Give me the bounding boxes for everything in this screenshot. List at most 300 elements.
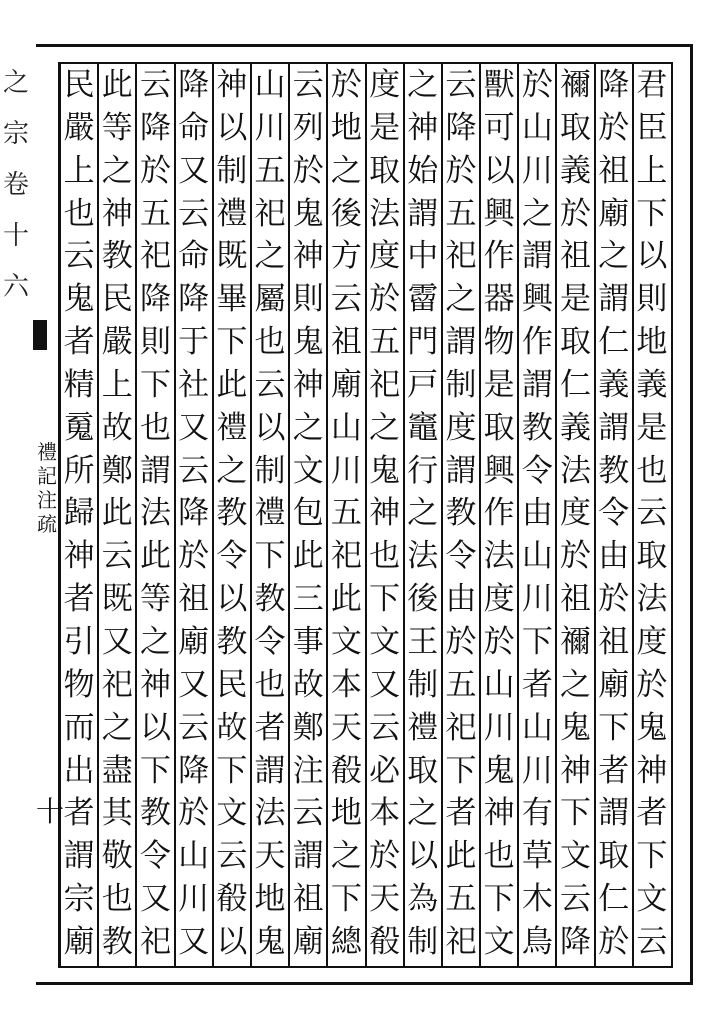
glyph: 五: [445, 881, 477, 918]
glyph: 之: [369, 409, 401, 446]
text-column: [213, 67, 251, 960]
glyph: 仁: [598, 324, 630, 361]
text-column: [518, 67, 556, 960]
glyph: 謂: [598, 795, 630, 832]
glyph: 也: [63, 195, 95, 232]
glyph: 廟: [330, 366, 362, 403]
glyph: 下: [216, 752, 248, 789]
glyph: 祀: [254, 195, 286, 232]
margin-glyph: 疏: [37, 512, 57, 536]
glyph: 故: [292, 666, 324, 703]
glyph: 神: [216, 67, 248, 103]
glyph: 謂: [445, 324, 477, 361]
glyph: 祖: [292, 881, 324, 918]
glyph: 下: [521, 623, 553, 660]
glyph: 法: [483, 538, 515, 575]
glyph: 下: [636, 195, 668, 232]
inner-bottom-border: [58, 966, 673, 968]
glyph: 祖: [560, 581, 592, 618]
glyph: 下: [483, 881, 515, 918]
glyph: 故: [101, 409, 133, 446]
glyph: 鄭: [292, 709, 324, 746]
glyph: 義: [560, 409, 592, 446]
glyph: 以: [216, 109, 248, 146]
glyph: 等: [139, 581, 171, 618]
glyph: 者: [63, 581, 95, 618]
glyph: 之: [598, 238, 630, 275]
glyph: 謂: [445, 452, 477, 489]
glyph: 殽: [369, 923, 401, 960]
glyph: 草: [521, 838, 553, 875]
glyph: 五: [445, 195, 477, 232]
glyph: 於: [369, 281, 401, 318]
glyph: 制: [407, 666, 439, 703]
glyph: 是: [369, 109, 401, 146]
glyph: 也: [369, 538, 401, 575]
glyph: 之: [101, 709, 133, 746]
glyph: 也: [139, 409, 171, 446]
glyph: 之: [521, 195, 553, 232]
glyph: 山: [521, 109, 553, 146]
glyph: 之: [139, 623, 171, 660]
glyph: 祀: [139, 238, 171, 275]
glyph: 鬼: [369, 452, 401, 489]
glyph: 以: [483, 152, 515, 189]
fish-tail-mark: [33, 320, 47, 350]
glyph: 於: [521, 67, 553, 103]
folio-number: 十: [36, 795, 65, 828]
glyph: 制: [216, 152, 248, 189]
text-column: [175, 67, 213, 960]
text-column: [136, 67, 174, 960]
glyph: 於: [330, 67, 362, 103]
glyph: 地: [254, 881, 286, 918]
glyph: 令: [254, 623, 286, 660]
glyph: 法: [560, 452, 592, 489]
glyph: 屬: [254, 281, 286, 318]
glyph: 竈: [407, 409, 439, 446]
glyph: 禮: [254, 495, 286, 532]
glyph: 川: [254, 109, 286, 146]
glyph: 地: [330, 109, 362, 146]
glyph: 制: [254, 452, 286, 489]
glyph: 五: [445, 666, 477, 703]
glyph: 則: [636, 281, 668, 318]
glyph: 降: [139, 109, 171, 146]
glyph: 下: [216, 324, 248, 361]
glyph: 於: [178, 538, 210, 575]
glyph: 精: [63, 366, 95, 403]
glyph: 興: [521, 281, 553, 318]
glyph: 於: [636, 666, 668, 703]
glyph: 降: [560, 923, 592, 960]
glyph: 既: [216, 238, 248, 275]
glyph: 以: [139, 709, 171, 746]
text-column: [480, 67, 518, 960]
glyph: 以: [216, 581, 248, 618]
glyph: 嚴: [101, 324, 133, 361]
glyph: 而: [63, 709, 95, 746]
glyph: 降: [178, 495, 210, 532]
glyph: 殽: [330, 752, 362, 789]
glyph: 也: [636, 452, 668, 489]
glyph: 教: [445, 495, 477, 532]
glyph: 謂: [521, 366, 553, 403]
glyph: 木: [521, 881, 553, 918]
glyph: 方: [330, 238, 362, 275]
glyph: 者: [254, 709, 286, 746]
glyph: 禰: [560, 67, 592, 103]
glyph: 可: [483, 109, 515, 146]
glyph: 鬼: [254, 923, 286, 960]
glyph: 於: [560, 195, 592, 232]
glyph: 三: [292, 581, 324, 618]
glyph: 之: [101, 152, 133, 189]
glyph: 降: [598, 67, 630, 103]
glyph: 法: [636, 581, 668, 618]
glyph: 云: [101, 538, 133, 575]
glyph: 山: [521, 709, 553, 746]
glyph: 獸: [483, 67, 515, 103]
glyph: 山: [178, 838, 210, 875]
glyph: 則: [292, 281, 324, 318]
glyph: 器: [483, 281, 515, 318]
glyph: 者: [63, 795, 95, 832]
glyph: 云: [139, 67, 171, 103]
glyph: 於: [139, 152, 171, 189]
glyph: 禮: [216, 195, 248, 232]
glyph: 之: [216, 452, 248, 489]
glyph: 云: [254, 366, 286, 403]
glyph: 云: [369, 709, 401, 746]
glyph: 云: [292, 67, 324, 103]
glyph: 度: [636, 623, 668, 660]
glyph: 文: [292, 452, 324, 489]
glyph: 神: [63, 538, 95, 575]
glyph: 云: [445, 67, 477, 103]
glyph: 神: [560, 752, 592, 789]
glyph: 鬼: [292, 324, 324, 361]
glyph: 歸: [63, 495, 95, 532]
glyph: 廟: [292, 923, 324, 960]
glyph: 則: [139, 324, 171, 361]
glyph: 下: [330, 881, 362, 918]
glyph: 畢: [216, 281, 248, 318]
glyph: 鬼: [483, 752, 515, 789]
glyph: 云: [63, 238, 95, 275]
glyph: 作: [521, 324, 553, 361]
glyph: 物: [483, 324, 515, 361]
glyph: 於: [445, 152, 477, 189]
glyph: 之: [407, 495, 439, 532]
glyph: 教: [216, 623, 248, 660]
glyph: 度: [369, 238, 401, 275]
text-column: [442, 67, 480, 960]
glyph: 䰟: [63, 409, 95, 446]
glyph: 行: [407, 452, 439, 489]
glyph: 川: [178, 881, 210, 918]
glyph: 取: [598, 838, 630, 875]
glyph: 教: [101, 923, 133, 960]
glyph: 川: [483, 709, 515, 746]
glyph: 由: [521, 495, 553, 532]
glyph: 神: [292, 238, 324, 275]
edge-glyph: 十: [2, 221, 29, 251]
glyph: 法: [139, 495, 171, 532]
text-column: [251, 67, 289, 960]
glyph: 云: [560, 881, 592, 918]
glyph: 又: [369, 666, 401, 703]
glyph: 是: [636, 409, 668, 446]
glyph: 云: [330, 281, 362, 318]
glyph: 是: [483, 366, 515, 403]
glyph: 五: [139, 195, 171, 232]
glyph: 取: [560, 109, 592, 146]
glyph: 神: [139, 666, 171, 703]
glyph: 者: [521, 666, 553, 703]
glyph: 上: [101, 366, 133, 403]
glyph: 必: [369, 752, 401, 789]
glyph: 地: [636, 324, 668, 361]
glyph: 義: [598, 366, 630, 403]
glyph: 謂: [521, 238, 553, 275]
glyph: 云: [178, 452, 210, 489]
glyph: 祖: [598, 152, 630, 189]
glyph: 以: [407, 838, 439, 875]
glyph: 下: [369, 581, 401, 618]
glyph: 君: [636, 67, 668, 103]
glyph: 教: [254, 581, 286, 618]
glyph: 戸: [407, 366, 439, 403]
glyph: 又: [178, 923, 210, 960]
glyph: 鬼: [63, 281, 95, 318]
glyph: 下: [636, 838, 668, 875]
text-column: [366, 67, 404, 960]
glyph: 後: [407, 581, 439, 618]
edge-glyph: 卷: [2, 170, 29, 200]
glyph: 謂: [407, 195, 439, 232]
glyph: 下: [560, 795, 592, 832]
glyph: 命: [178, 109, 210, 146]
glyph: 祀: [445, 238, 477, 275]
glyph: 令: [521, 452, 553, 489]
glyph: 興: [483, 195, 515, 232]
glyph: 謂: [292, 838, 324, 875]
glyph: 制: [445, 366, 477, 403]
glyph: 也: [254, 666, 286, 703]
text-column: [289, 67, 327, 960]
glyph: 祖: [560, 238, 592, 275]
glyph: 祖: [330, 324, 362, 361]
glyph: 祀: [445, 709, 477, 746]
glyph: 禮: [216, 409, 248, 446]
edge-glyph: 之: [2, 68, 29, 98]
glyph: 於: [369, 838, 401, 875]
glyph: 山: [254, 67, 286, 103]
glyph: 上: [63, 152, 95, 189]
glyph: 降: [139, 281, 171, 318]
glyph: 度: [483, 581, 515, 618]
glyph: 又: [178, 666, 210, 703]
glyph: 天: [254, 838, 286, 875]
glyph: 法: [369, 195, 401, 232]
glyph: 又: [139, 881, 171, 918]
glyph: 者: [445, 795, 477, 832]
glyph: 作: [483, 495, 515, 532]
glyph: 山: [521, 538, 553, 575]
glyph: 云: [178, 709, 210, 746]
edge-glyph: 六: [2, 272, 29, 302]
glyph: 於: [445, 623, 477, 660]
glyph: 本: [369, 795, 401, 832]
glyph: 於: [598, 581, 630, 618]
glyph: 此: [330, 581, 362, 618]
glyph: 下: [139, 366, 171, 403]
glyph: 其: [101, 795, 133, 832]
glyph: 列: [292, 109, 324, 146]
glyph: 祖: [178, 581, 210, 618]
glyph: 之: [407, 67, 439, 103]
glyph: 鬼: [636, 709, 668, 746]
glyph: 此: [445, 838, 477, 875]
glyph: 教: [216, 495, 248, 532]
glyph: 此: [216, 366, 248, 403]
glyph: 又: [178, 409, 210, 446]
glyph: 引: [63, 623, 95, 660]
glyph: 此: [101, 67, 133, 103]
glyph: 山: [330, 409, 362, 446]
glyph: 於: [560, 538, 592, 575]
glyph: 義: [560, 152, 592, 189]
glyph: 於: [598, 109, 630, 146]
glyph: 制: [407, 923, 439, 960]
glyph: 祀: [445, 923, 477, 960]
glyph: 既: [101, 581, 133, 618]
glyph: 禮: [407, 709, 439, 746]
glyph: 以: [636, 238, 668, 275]
glyph: 故: [216, 709, 248, 746]
glyph: 文: [330, 623, 362, 660]
glyph: 民: [63, 67, 95, 103]
glyph: 始: [407, 152, 439, 189]
glyph: 教: [521, 409, 553, 446]
glyph: 下: [445, 752, 477, 789]
glyph: 以: [216, 923, 248, 960]
glyph: 民: [101, 281, 133, 318]
glyph: 等: [101, 109, 133, 146]
glyph: 云: [636, 923, 668, 960]
glyph: 之: [330, 152, 362, 189]
glyph: 者: [636, 795, 668, 832]
text-column: [404, 67, 442, 960]
glyph: 總: [330, 923, 362, 960]
glyph: 臣: [636, 109, 668, 146]
glyph: 廟: [598, 195, 630, 232]
glyph: 上: [636, 152, 668, 189]
glyph: 霤: [407, 281, 439, 318]
glyph: 者: [598, 752, 630, 789]
margin-glyph: 注: [37, 488, 57, 512]
glyph: 謂: [598, 281, 630, 318]
glyph: 之: [445, 281, 477, 318]
glyph: 之: [254, 238, 286, 275]
glyph: 也: [483, 838, 515, 875]
glyph: 降: [178, 67, 210, 103]
glyph: 祖: [598, 623, 630, 660]
glyph: 川: [521, 752, 553, 789]
glyph: 川: [521, 152, 553, 189]
glyph: 令: [445, 538, 477, 575]
top-border: [36, 44, 693, 47]
glyph: 於: [178, 795, 210, 832]
glyph: 嚴: [63, 109, 95, 146]
glyph: 又: [178, 152, 210, 189]
right-border: [690, 44, 693, 985]
glyph: 川: [521, 581, 553, 618]
glyph: 山: [483, 666, 515, 703]
glyph: 民: [216, 666, 248, 703]
glyph: 也: [254, 324, 286, 361]
glyph: 謂: [598, 409, 630, 446]
glyph: 川: [330, 452, 362, 489]
glyph: 門: [407, 324, 439, 361]
glyph: 取: [369, 152, 401, 189]
glyph: 命: [178, 238, 210, 275]
glyph: 物: [63, 666, 95, 703]
glyph: 取: [636, 538, 668, 575]
glyph: 又: [101, 623, 133, 660]
glyph: 出: [63, 752, 95, 789]
glyph: 教: [139, 795, 171, 832]
glyph: 鬼: [560, 709, 592, 746]
glyph: 社: [178, 366, 210, 403]
glyph: 取: [560, 324, 592, 361]
text-column: [98, 67, 136, 960]
glyph: 降: [178, 281, 210, 318]
glyph: 仁: [560, 366, 592, 403]
glyph: 包: [292, 495, 324, 532]
glyph: 由: [445, 581, 477, 618]
glyph: 度: [560, 495, 592, 532]
glyph: 法: [407, 538, 439, 575]
glyph: 祀: [369, 366, 401, 403]
glyph: 教: [598, 452, 630, 489]
glyph: 天: [369, 881, 401, 918]
text-column: [60, 67, 98, 960]
glyph: 之: [292, 409, 324, 446]
glyph: 廟: [178, 623, 210, 660]
glyph: 于: [178, 324, 210, 361]
glyph: 於: [483, 623, 515, 660]
glyph: 云: [292, 795, 324, 832]
text-column: [556, 67, 594, 960]
glyph: 文: [216, 795, 248, 832]
glyph: 禰: [560, 623, 592, 660]
glyph: 中: [407, 238, 439, 275]
glyph: 天: [330, 709, 362, 746]
glyph: 鄭: [101, 452, 133, 489]
glyph: 降: [178, 752, 210, 789]
glyph: 之: [330, 838, 362, 875]
glyph: 謂: [254, 752, 286, 789]
edge-fragment-text: [2, 70, 30, 300]
glyph: 神: [292, 366, 324, 403]
text-column: [327, 67, 365, 960]
glyph: 仁: [598, 881, 630, 918]
glyph: 者: [63, 324, 95, 361]
glyph: 此: [139, 538, 171, 575]
glyph: 五: [369, 324, 401, 361]
